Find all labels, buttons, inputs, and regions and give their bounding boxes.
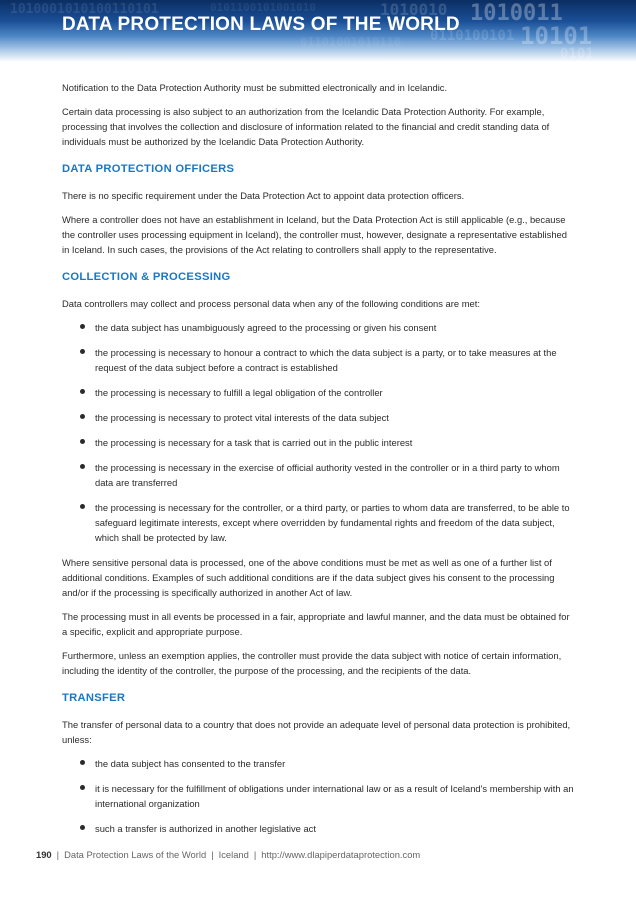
bullet-dot-icon (80, 389, 85, 394)
bullet-dot-icon (80, 439, 85, 444)
bullet-text: the processing is necessary for a task that is carried out in the public interest (95, 437, 413, 448)
bullet-text: the processing is necessary in the exercise of official authority vested in the controller or in a third party to whom data are transferred (95, 462, 560, 488)
page-header-title: DATA PROTECTION LAWS OF THE WORLD (62, 14, 460, 35)
body-paragraph: Notification to the Data Protection Authority must be submitted electronically and in Icelandic. (62, 82, 448, 93)
bullet-item (62, 756, 574, 771)
bullet-item (62, 385, 574, 400)
section-heading: DATA PROTECTION OFFICERS (62, 163, 235, 175)
svg-text:1010001010100110101: 1010001010100110101 (10, 2, 159, 17)
bullet-item (62, 500, 574, 545)
header-banner (0, 0, 636, 62)
svg-text:0110100101: 0110100101 (430, 28, 515, 44)
bullet-dot-icon (80, 324, 85, 329)
bullet-list (62, 756, 574, 836)
section-heading: COLLECTION & PROCESSING (62, 271, 231, 283)
bullet-list (62, 320, 574, 545)
bullet-dot-icon (80, 785, 85, 790)
body-paragraph: There is no specific requirement under the Data Protection Act to appoint data protection officers. (62, 190, 465, 201)
bullet-item (62, 781, 574, 811)
page-footer (36, 849, 420, 861)
body-paragraph: Certain data processing is also subject to an authorization from the Icelandic Data Protection Authority. For example, processing that involves the collection and disclosure of information related to the financial and credit standing data of individuals must be authorized by the Icelandic Data Protection Authority. (62, 106, 550, 147)
document-body (62, 80, 574, 846)
bullet-text: such a transfer is authorized in another legislative act (95, 823, 316, 834)
body-paragraph: Where sensitive personal data is processed, one of the above conditions must be met as well as one of a further list of additional conditions. Examples of such additional conditions are if the data subject gives his consent to the processing and/or if the processing is specifically authorized in another Act of law. (62, 557, 555, 598)
footer-separator: | (253, 849, 257, 860)
svg-text:1010010: 1010010 (380, 0, 448, 19)
body-paragraph: The processing must in all events be processed in a fair, appropriate and lawful manner, and the data must be obtained for a specific, explicit and appropriate purpose. (62, 611, 570, 637)
bullet-dot-icon (80, 349, 85, 354)
svg-text:0101100101001010: 0101100101001010 (210, 1, 316, 14)
svg-text:0101: 0101 (560, 46, 594, 62)
bullet-text: the processing is necessary to protect vital interests of the data subject (95, 412, 389, 423)
bullet-item (62, 345, 574, 375)
footer-separator: | (56, 849, 60, 860)
footer-country: Iceland (218, 849, 249, 860)
svg-text:10101: 10101 (520, 22, 593, 50)
bullet-item (62, 435, 574, 450)
bullet-text: the data subject has unambiguously agreed to the processing or given his consent (95, 322, 437, 333)
bullet-text: the processing is necessary to honour a contract to which the data subject is a party, or to take measures at the request of the data subject before a contract is established (95, 347, 557, 373)
footer-publication: Data Protection Laws of the World (64, 849, 207, 860)
body-paragraph: The transfer of personal data to a country that does not provide an adequate level of personal data protection is prohibited, unless: (62, 719, 571, 745)
bullet-item (62, 320, 574, 335)
bullet-item (62, 821, 574, 836)
bullet-dot-icon (80, 504, 85, 509)
bullet-dot-icon (80, 414, 85, 419)
bullet-dot-icon (80, 464, 85, 469)
bullet-item (62, 410, 574, 425)
body-paragraph: Where a controller does not have an establishment in Iceland, but the Data Protection Act is still applicable (e.g., because the controller uses processing equipment in Iceland), the controller must, however, designate a representative established in Iceland. In such cases, the provisions of the Act relating to controllers shall apply to the representative. (62, 214, 567, 255)
bullet-item (62, 460, 574, 490)
body-paragraph: Furthermore, unless an exemption applies, the controller must provide the data subject with notice of certain information, including the identity of the controller, the purpose of the processing, and the recipients of the data. (62, 650, 562, 676)
footer-url[interactable]: http://www.dlapiperdataprotection.com (261, 849, 421, 860)
footer-separator: | (211, 849, 214, 860)
svg-text:01101001010110: 01101001010110 (300, 35, 402, 49)
bullet-text: it is necessary for the fulfillment of obligations under international law or as a result of Iceland's membership with an international organization (95, 783, 574, 809)
section-heading: TRANSFER (62, 692, 126, 704)
page-number: 190 (36, 849, 52, 860)
svg-text:1010011: 1010011 (470, 1, 563, 26)
bullet-dot-icon (80, 825, 85, 830)
bullet-dot-icon (80, 760, 85, 765)
bullet-text: the processing is necessary for the controller, or a third party, or parties to whom data are transferred, to be able to safeguard legitimate interests, except where overridden by fundamental rights and freedom of the data subject, which shall be protected by law. (95, 502, 570, 543)
bullet-text: the data subject has consented to the transfer (95, 758, 286, 769)
bullet-text: the processing is necessary to fulfill a legal obligation of the controller (95, 387, 383, 398)
body-paragraph: Data controllers may collect and process personal data when any of the following conditions are met: (62, 298, 480, 309)
